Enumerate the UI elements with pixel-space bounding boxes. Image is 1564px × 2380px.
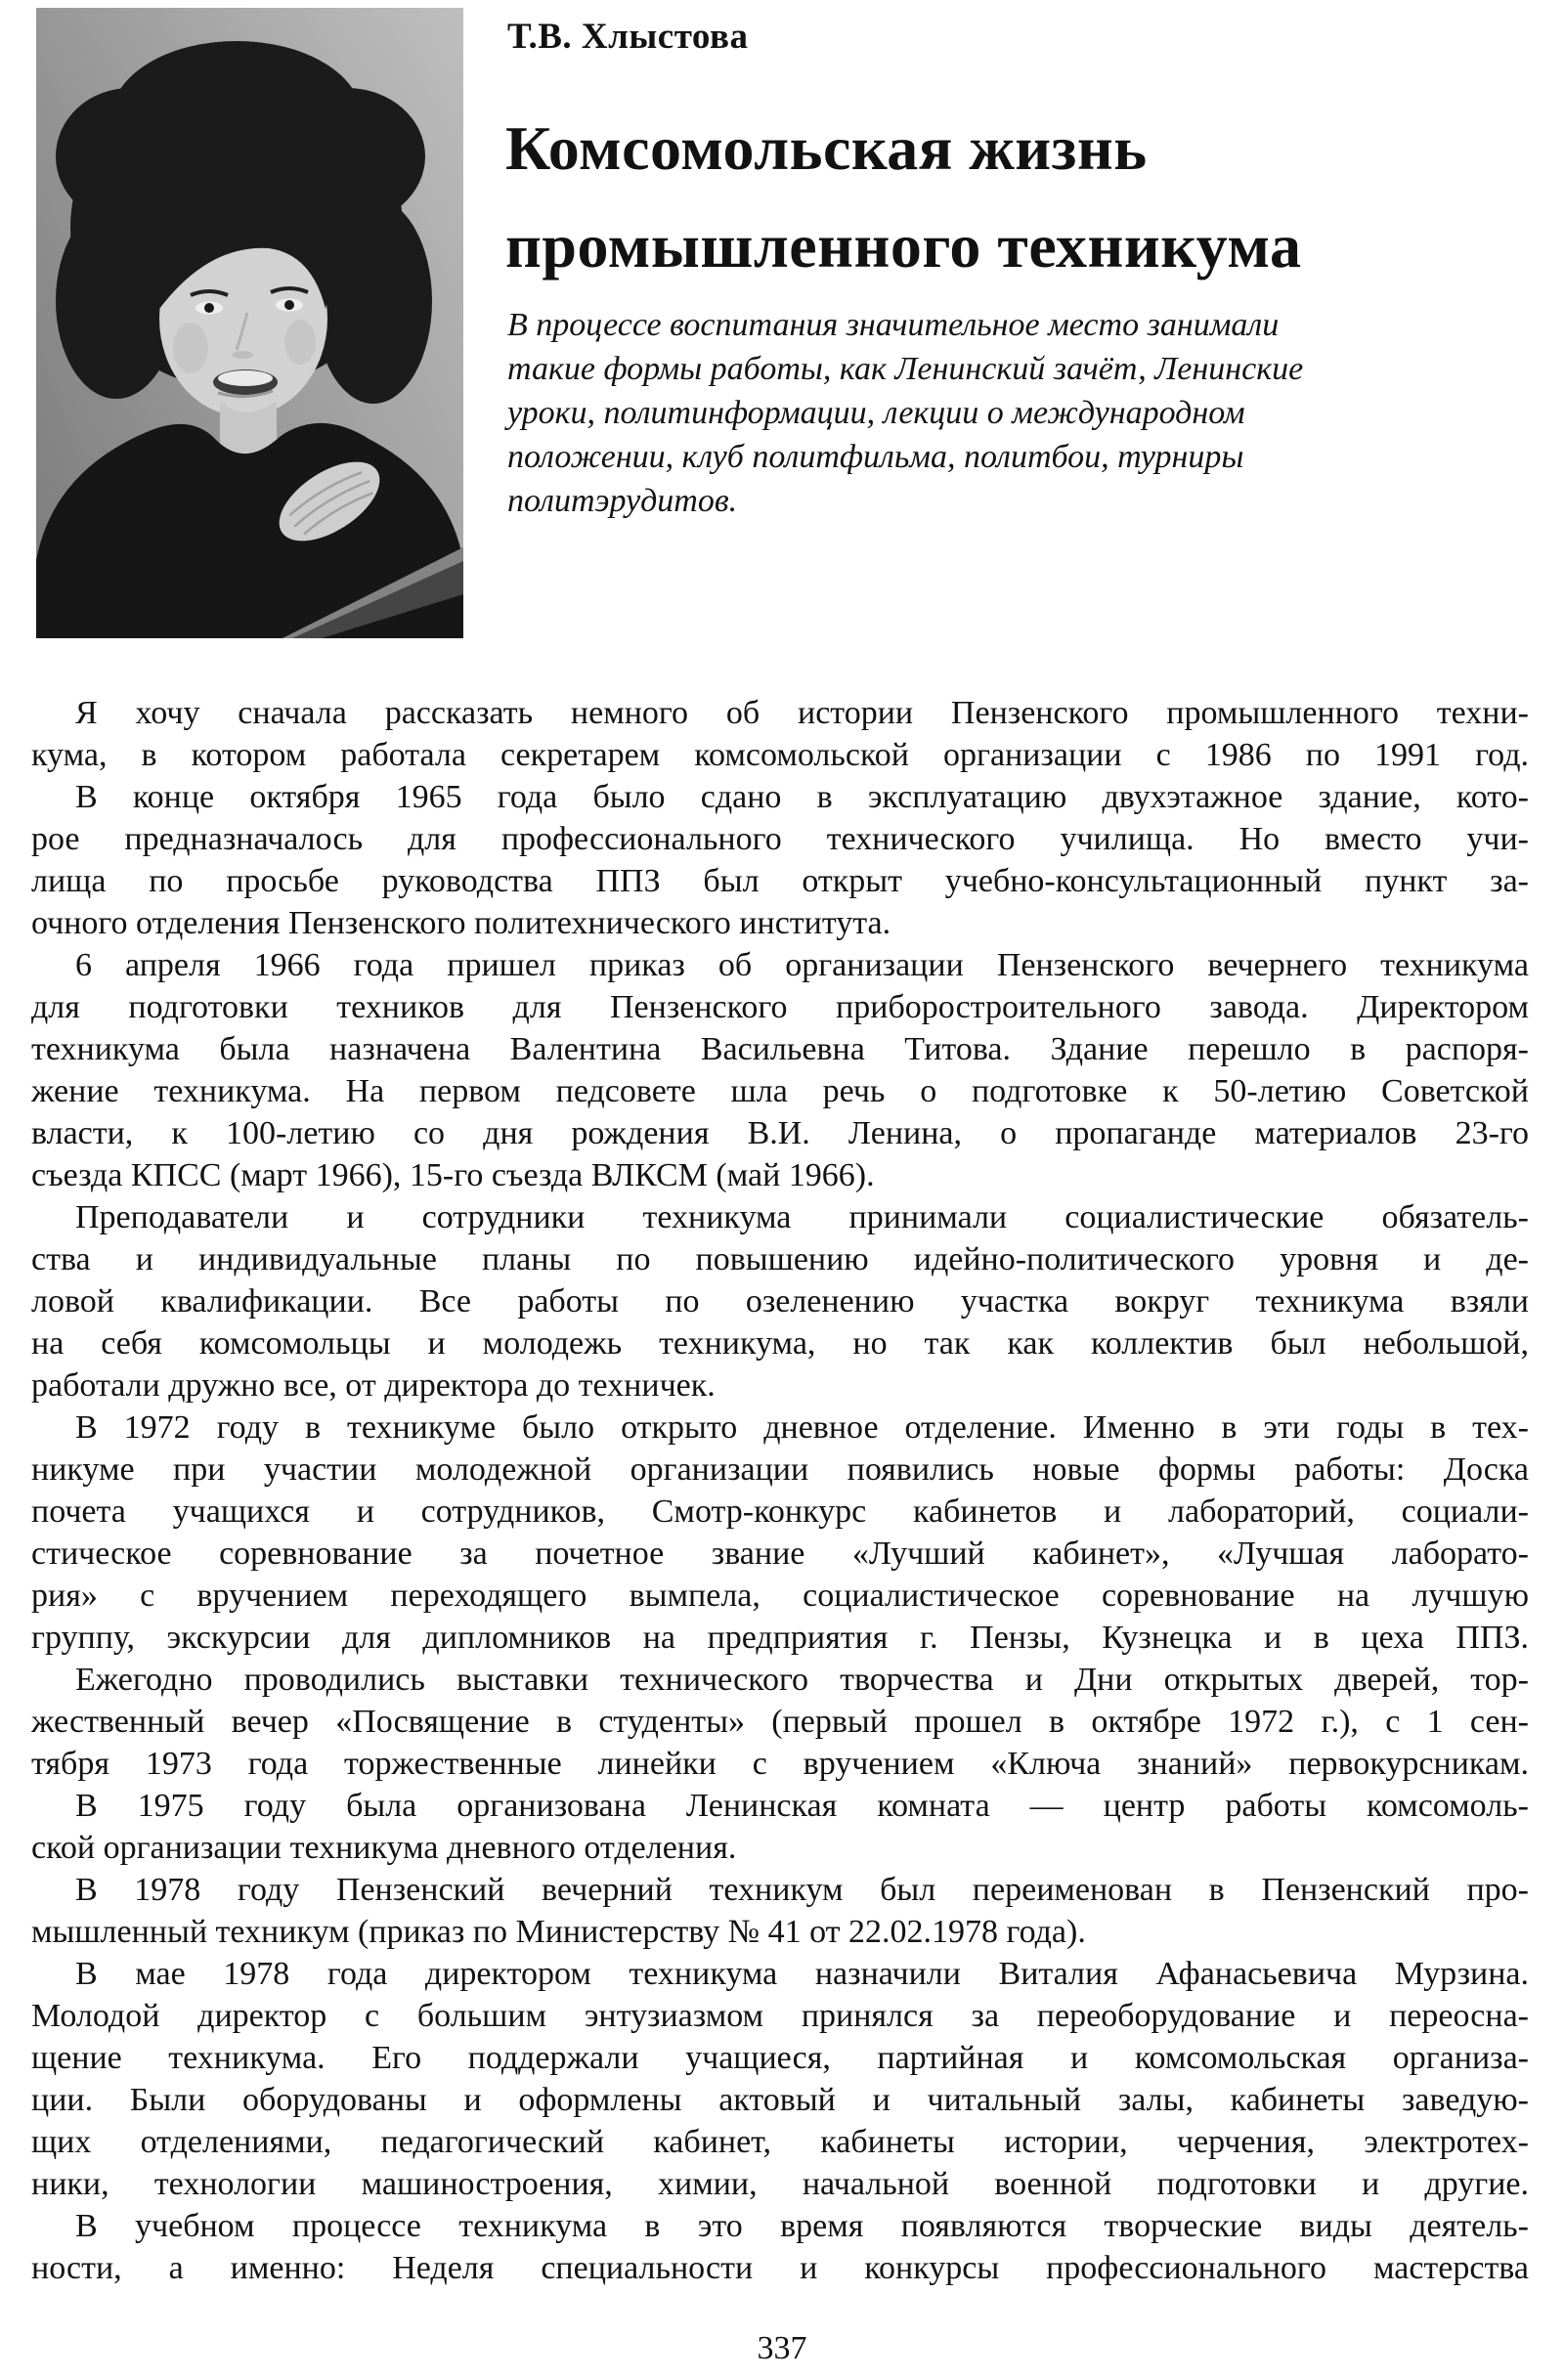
body-line: В учебном процессе техникума в это время появляются творческие виды деятель- [75,2208,1529,2244]
body-line: власти, к 100-летию со дня рождения В.И. Ленина, о пропаганде материалов 23-го [31,1115,1529,1151]
body-line: почета учащихся и сотрудников, Смотр-конкурс кабинетов и лабораторий, социали- [31,1493,1529,1530]
body-line: В мае 1978 года директором техникума назначили Виталия Афанасьевича Мурзина. [75,1956,1529,1992]
paragraph [31,1196,1529,1406]
paragraph [31,692,1529,776]
article-title-line-2: промышленного техникума [505,211,1302,281]
body-line: работали дружно все, от директора до техничек. [31,1367,716,1404]
paragraph [31,944,1529,1196]
article-title [505,100,1301,295]
article-body [31,692,1529,2289]
body-line: ники, технологии машиностроения, химии, начальной военной подготовки и другие. [31,2166,1529,2202]
lead-line: уроки, политинформации, лекции о международном [507,395,1245,431]
body-line: техникума была назначена Валентина Васильевна Титова. Здание перешло в распоря- [31,1031,1529,1067]
body-line: рия» с вручением переходящего вымпела, социалистическое соревнование на лучшую [31,1578,1529,1614]
body-line: щих отделениями, педагогический кабинет, кабинеты истории, черчения, электротех- [31,2124,1529,2160]
body-line: В 1972 году в техникуме было открыто дневное отделение. Именно в эти годы в тех- [75,1409,1529,1446]
body-line: ции. Были оборудованы и оформлены актовый и читальный залы, кабинеты заведую- [31,2082,1529,2118]
paragraph [31,2205,1529,2289]
body-line: тября 1973 года торжественные линейки с вручением «Ключа знаний» первокурсникам. [31,1746,1529,1782]
paragraph [31,776,1529,944]
body-line: В 1975 году была организована Ленинская комната — центр работы комсомоль- [75,1788,1529,1824]
body-line: мышленный техникум (приказ по Министерству № 41 от 22.02.1978 года). [31,1914,1086,1950]
body-line: кума, в котором работала секретарем комсомольской организации с 1986 по 1991 год. [31,737,1529,773]
body-line: Преподаватели и сотрудники техникума принимали социалистические обязатель- [75,1199,1529,1235]
body-line: группу, экскурсии для дипломников на предприятия г. Пензы, Кузнецка и в цеха ППЗ. [31,1620,1529,1656]
body-line: лища по просьбе руководства ППЗ был открыт учебно-консультационный пункт за- [31,863,1529,899]
portrait-photo [36,8,463,638]
body-line: В 1978 году Пензенский вечерний техникум был переименован в Пензенский про- [75,1872,1529,1908]
body-line: ности, а именно: Неделя специальности и конкурсы профессионального мастерства [31,2250,1529,2286]
lead-line: политэрудитов. [507,483,738,519]
body-line: В конце октября 1965 года было сдано в эксплуатацию двухэтажное здание, кото- [75,779,1529,815]
paragraph [31,1869,1529,1953]
header-block [496,0,1546,650]
body-line: Молодой директор с большим энтузиазмом принялся за переоборудование и переосна- [31,1998,1529,2034]
lead-line: такие формы работы, как Ленинский зачёт, Ленинские [507,351,1304,387]
paragraph [31,1953,1529,2205]
lead-line: положении, клуб политфильма, политбои, турниры [507,439,1244,475]
lead-line: В процессе воспитания значительное место занимали [507,307,1280,343]
body-line: стическое соревнование за почетное звание «Лучший кабинет», «Лучшая лаборато- [31,1536,1529,1572]
author-name: Т.В. Хлыстова [507,17,749,57]
body-line: ловой квалификации. Все работы по озеленению участка вокруг техникума взяли [31,1283,1529,1320]
portrait-photo-svg [36,8,463,638]
body-line: очного отделения Пензенского политехнического института. [31,905,891,941]
body-line: ской организации техникума дневного отделения. [31,1830,737,1866]
body-line: Ежегодно проводились выставки технического творчества и Дни открытых дверей, тор- [75,1662,1529,1698]
article-title-line-1: Комсомольская жизнь [505,113,1148,183]
paragraph [31,1406,1529,1659]
body-line: для подготовки техников для Пензенского приборостроительного завода. Директором [31,989,1529,1025]
body-line: никуме при участии молодежной организации появились новые формы работы: Доска [31,1451,1529,1488]
body-line: жественный вечер «Посвящение в студенты» (первый прошел в октябре 1972 г.), с 1 сен- [31,1704,1529,1740]
body-line: жение техникума. На первом педсовете шла речь о подготовке к 50-летию Советской [31,1073,1529,1109]
body-line: щение техникума. Его поддержали учащиеся, партийная и комсомольская организа- [31,2040,1529,2076]
body-line: ства и индивидуальные планы по повышению идейно-политического уровня и де- [31,1241,1529,1277]
body-line: рое предназначалось для профессионального технического училища. Но вместо учи- [31,821,1529,857]
body-line: на себя комсомольцы и молодежь техникума, но так как коллектив был небольшой, [31,1325,1529,1362]
body-line: Я хочу сначала рассказать немного об истории Пензенского промышленного техни- [75,695,1529,731]
body-line: 6 апреля 1966 года пришел приказ об организации Пензенского вечернего техникума [75,947,1529,983]
page-number: 337 [757,2330,807,2366]
paragraph [31,1659,1529,1785]
paragraph [31,1785,1529,1869]
lead-paragraph [507,303,1304,523]
body-line: съезда КПСС (март 1966), 15-го съезда ВЛКСМ (май 1966). [31,1157,875,1193]
